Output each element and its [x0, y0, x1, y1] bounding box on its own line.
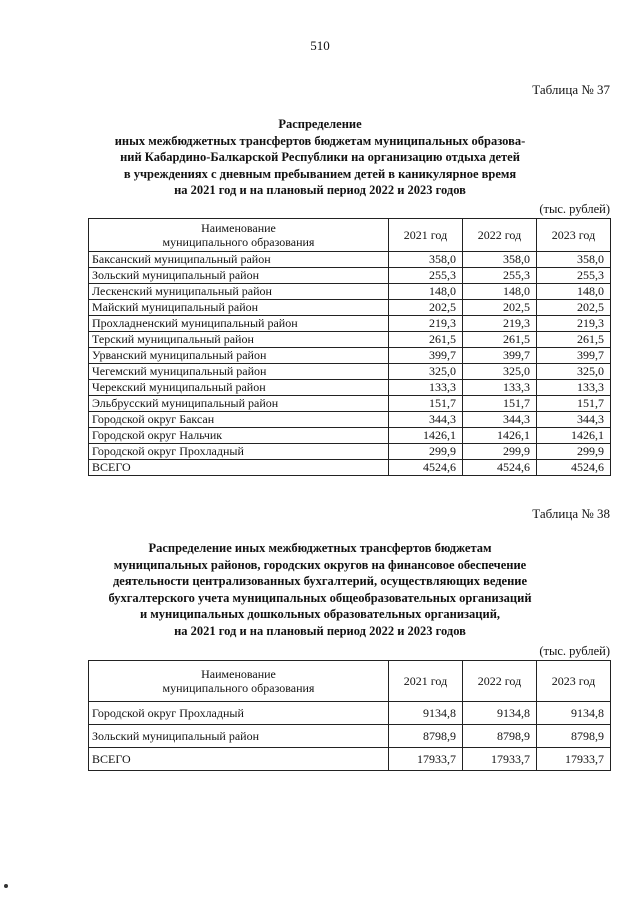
row-name: ВСЕГО [89, 460, 389, 476]
table-37-units: (тыс. рублей) [539, 202, 610, 216]
value-2021: 4524,6 [389, 460, 463, 476]
table-38-title-line: деятельности централизованных бухгалтерий, осуществляющих ведение [112, 574, 528, 588]
value-2022: 17933,7 [463, 748, 537, 771]
table-37-title-line: ний Кабардино-Балкарской Республики на организацию отдыха детей [120, 150, 520, 164]
row-name: Городской округ Баксан [89, 412, 389, 428]
table-row [89, 725, 611, 748]
value-2021: 219,3 [389, 316, 463, 332]
value-2023: 219,3 [537, 316, 611, 332]
table-row [89, 702, 611, 725]
row-name: Эльбрусский муниципальный район [89, 396, 389, 412]
value-2022: 1426,1 [463, 428, 537, 444]
value-2021: 148,0 [389, 284, 463, 300]
value-2023: 1426,1 [537, 428, 611, 444]
header-name-line1: Наименование [201, 221, 276, 235]
value-2023: 17933,7 [537, 748, 611, 771]
table-38-units: (тыс. рублей) [539, 644, 610, 658]
table-row [89, 332, 611, 348]
value-2021: 399,7 [389, 348, 463, 364]
header-name-line2: муниципального образования [162, 235, 315, 249]
value-2021: 255,3 [389, 268, 463, 284]
table-row [89, 268, 611, 284]
value-2023: 344,3 [537, 412, 611, 428]
value-2023: 325,0 [537, 364, 611, 380]
header-name-line1: Наименование [201, 667, 276, 681]
table-header-row [89, 219, 611, 252]
row-name: Городской округ Прохладный [89, 444, 389, 460]
table-row [89, 364, 611, 380]
value-2022: 202,5 [463, 300, 537, 316]
table-37-label: Таблица № 37 [532, 82, 610, 97]
value-2022: 9134,8 [463, 702, 537, 725]
value-2023: 399,7 [537, 348, 611, 364]
header-name-line2: муниципального образования [162, 681, 315, 695]
row-name: ВСЕГО [89, 748, 389, 771]
table-37-title-line: в учреждениях с дневным пребыванием детей в каникулярное время [123, 166, 517, 181]
row-name: Прохладненский муниципальный район [89, 316, 389, 332]
header-2022: 2022 год [463, 661, 537, 702]
table-row [89, 300, 611, 316]
value-2023: 148,0 [537, 284, 611, 300]
row-name: Черекский муниципальный район [89, 380, 389, 396]
table-row [89, 284, 611, 300]
row-name: Терский муниципальный район [89, 332, 389, 348]
table-row [89, 444, 611, 460]
table-38 [88, 660, 611, 771]
value-2022: 219,3 [463, 316, 537, 332]
value-2021: 261,5 [389, 332, 463, 348]
value-2021: 358,0 [389, 252, 463, 268]
header-2021: 2021 год [389, 661, 463, 702]
value-2023: 133,3 [537, 380, 611, 396]
value-2022: 255,3 [463, 268, 537, 284]
value-2023: 151,7 [537, 396, 611, 412]
header-2023: 2023 год [537, 661, 611, 702]
table-37-title-line: Распределение [278, 117, 362, 131]
row-name: Урванский муниципальный район [89, 348, 389, 364]
value-2022: 299,9 [463, 444, 537, 460]
row-name: Майский муниципальный район [89, 300, 389, 316]
row-name: Городской округ Прохладный [89, 702, 389, 725]
table-37-title-line: на 2021 год и на плановый период 2022 и 2023 годов [174, 183, 466, 197]
page-number: 510 [310, 38, 330, 53]
table-row [89, 380, 611, 396]
value-2022: 133,3 [463, 380, 537, 396]
value-2022: 358,0 [463, 252, 537, 268]
table-row [89, 396, 611, 412]
scan-mark [4, 884, 8, 888]
table-37-title-line: иных межбюджетных трансфертов бюджетам муниципальных образова- [114, 133, 526, 148]
value-2022: 325,0 [463, 364, 537, 380]
value-2022: 261,5 [463, 332, 537, 348]
table-header-row [89, 661, 611, 702]
value-2021: 202,5 [389, 300, 463, 316]
value-2023: 255,3 [537, 268, 611, 284]
total-row [89, 460, 611, 476]
header-2023: 2023 год [537, 219, 611, 252]
table-37 [88, 218, 611, 476]
value-2022: 8798,9 [463, 725, 537, 748]
value-2021: 151,7 [389, 396, 463, 412]
table-38-title [40, 540, 600, 639]
row-name: Городской округ Нальчик [89, 428, 389, 444]
value-2023: 4524,6 [537, 460, 611, 476]
table-37-title [40, 116, 600, 199]
table-row [89, 428, 611, 444]
value-2023: 299,9 [537, 444, 611, 460]
header-2022: 2022 год [463, 219, 537, 252]
table-38-title-line: на 2021 год и на плановый период 2022 и 2023 годов [174, 623, 466, 638]
table-38-title-line: и муниципальных дошкольных образовательных организаций, [139, 607, 501, 621]
table-38-title-line: муниципальных районов, городских округов на финансовое обеспечение [113, 557, 527, 572]
table-row [89, 252, 611, 268]
value-2022: 151,7 [463, 396, 537, 412]
value-2021: 1426,1 [389, 428, 463, 444]
table-38-title-line: бухгалтерского учета муниципальных общеобразовательных организаций [108, 590, 532, 605]
value-2023: 261,5 [537, 332, 611, 348]
table-row [89, 316, 611, 332]
value-2022: 344,3 [463, 412, 537, 428]
value-2021: 299,9 [389, 444, 463, 460]
value-2023: 202,5 [537, 300, 611, 316]
value-2022: 148,0 [463, 284, 537, 300]
value-2021: 325,0 [389, 364, 463, 380]
value-2023: 9134,8 [537, 702, 611, 725]
row-name: Зольский муниципальный район [89, 725, 389, 748]
value-2023: 8798,9 [537, 725, 611, 748]
total-row [89, 748, 611, 771]
header-name [89, 661, 389, 702]
value-2022: 399,7 [463, 348, 537, 364]
table-row [89, 412, 611, 428]
row-name: Лескенский муниципальный район [89, 284, 389, 300]
table-38-title-line: Распределение иных межбюджетных трансфертов бюджетам [148, 541, 492, 555]
value-2021: 9134,8 [389, 702, 463, 725]
header-name [89, 219, 389, 252]
value-2022: 4524,6 [463, 460, 537, 476]
value-2021: 17933,7 [389, 748, 463, 771]
header-2021: 2021 год [389, 219, 463, 252]
value-2023: 358,0 [537, 252, 611, 268]
value-2021: 133,3 [389, 380, 463, 396]
row-name: Чегемский муниципальный район [89, 364, 389, 380]
table-38-label: Таблица № 38 [532, 506, 610, 521]
value-2021: 8798,9 [389, 725, 463, 748]
row-name: Зольский муниципальный район [89, 268, 389, 284]
value-2021: 344,3 [389, 412, 463, 428]
row-name: Баксанский муниципальный район [89, 252, 389, 268]
table-row [89, 348, 611, 364]
